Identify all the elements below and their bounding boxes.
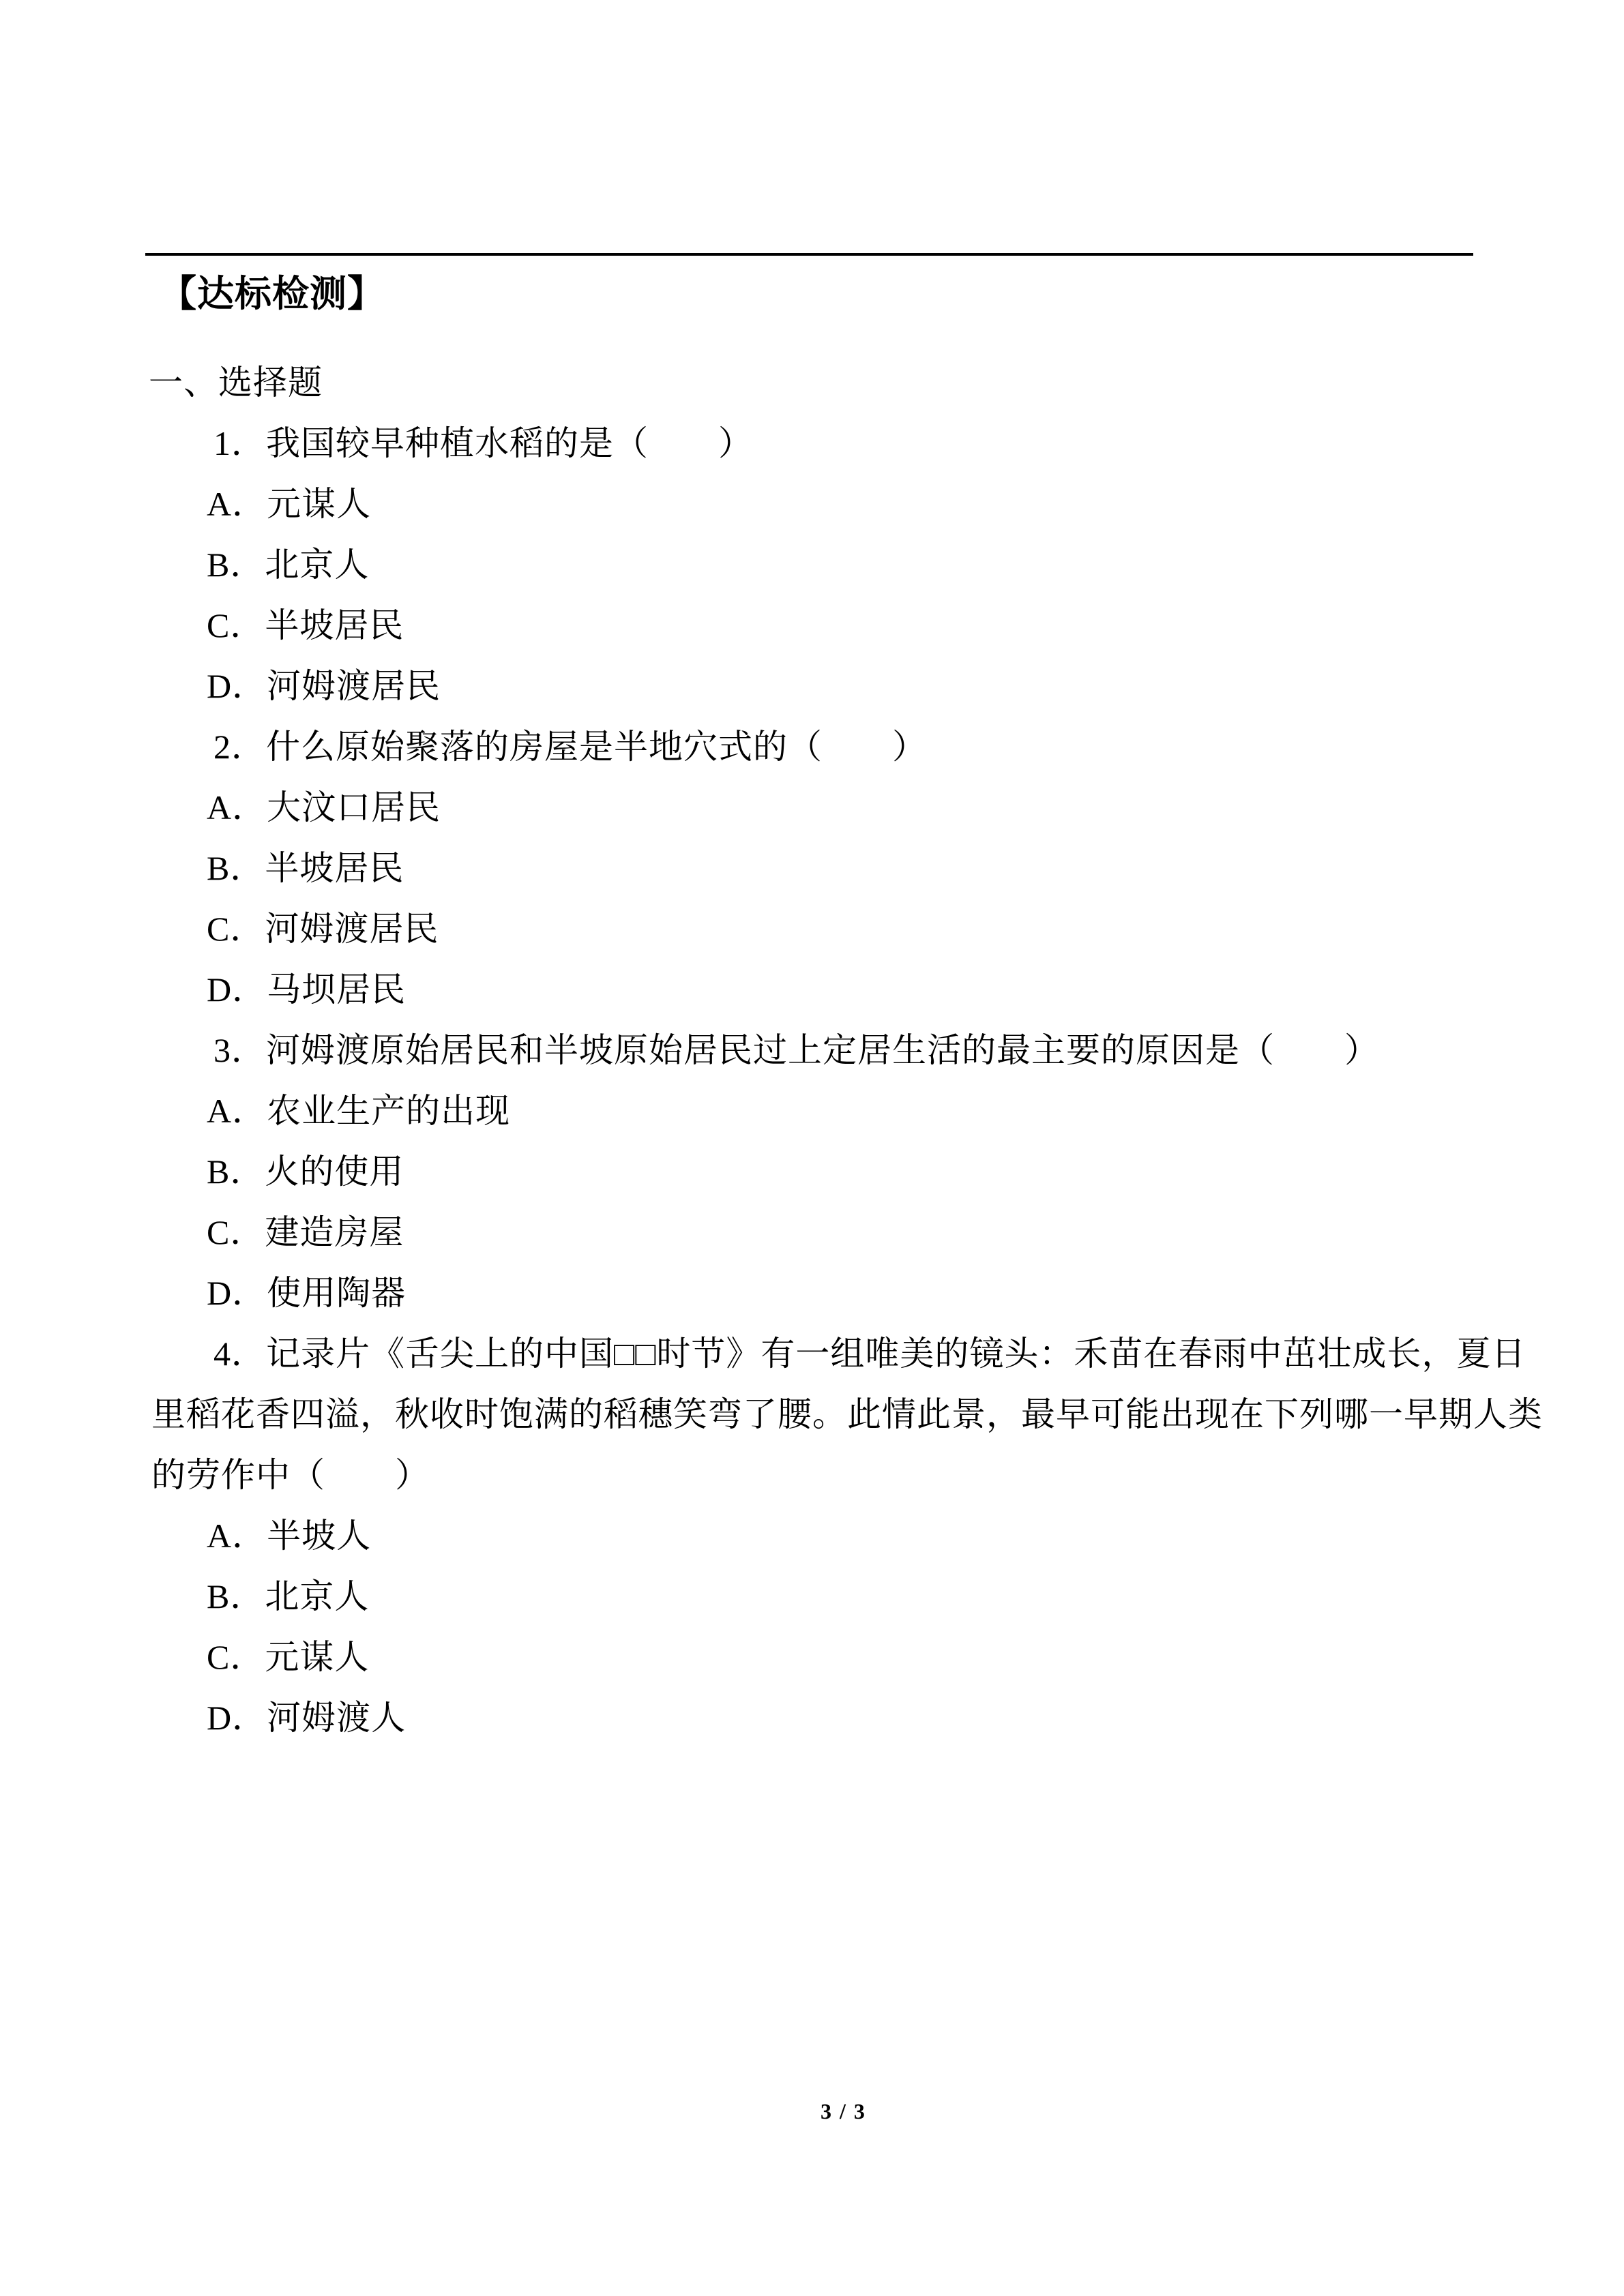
question-2-stem: 2．什么原始聚落的房屋是半地穴式的（ ） xyxy=(213,728,927,766)
section-title: 一、选择题 xyxy=(149,363,323,402)
question-1-stem: 1．我国较早种植水稻的是（ ） xyxy=(213,424,753,462)
question-2-option-d: D．马坝居民 xyxy=(207,970,407,1009)
question-4-stem-line-3: 的劳作中（ ） xyxy=(151,1456,430,1494)
question-1-option-a: A．元谋人 xyxy=(207,485,372,523)
document-body xyxy=(0,353,1624,1748)
question-4-stem-line-2: 里稻花香四溢，秋收时饱满的稻穗笑弯了腰。此情此景，最早可能出现在下列哪一早期人类 xyxy=(151,1395,1543,1433)
question-3-option-c: C．建造房屋 xyxy=(207,1213,404,1251)
document-heading: 【达标检测】 xyxy=(160,272,385,315)
question-4-stem-line-1: 4．记录片《舌尖上的中国□□时节》有一组唯美的镜头：禾苗在春雨中茁壮成长，夏日 xyxy=(213,1335,1526,1373)
question-3-option-b: B．火的使用 xyxy=(207,1152,404,1191)
question-4-option-d: D．河姆渡人 xyxy=(207,1699,407,1737)
question-2-option-b: B．半坡居民 xyxy=(207,849,404,887)
question-3-stem: 3．河姆渡原始居民和半坡原始居民过上定居生活的最主要的原因是（ ） xyxy=(213,1031,1379,1069)
question-4-option-b: B．北京人 xyxy=(207,1577,370,1615)
question-3-option-a: A．农业生产的出现 xyxy=(207,1092,511,1130)
horizontal-rule xyxy=(145,253,1473,256)
question-4-option-c: C．元谋人 xyxy=(207,1638,370,1676)
question-1-option-d: D．河姆渡居民 xyxy=(207,667,441,705)
question-1-option-c: C．半坡居民 xyxy=(207,606,404,644)
question-1-option-b: B．北京人 xyxy=(207,546,370,584)
question-2-option-c: C．河姆渡居民 xyxy=(207,910,439,948)
page-number: 3 / 3 xyxy=(821,2099,866,2123)
question-2-option-a: A．大汶口居民 xyxy=(207,788,441,826)
question-3-option-d: D．使用陶器 xyxy=(207,1274,407,1312)
question-4-option-a: A．半坡人 xyxy=(207,1517,372,1555)
